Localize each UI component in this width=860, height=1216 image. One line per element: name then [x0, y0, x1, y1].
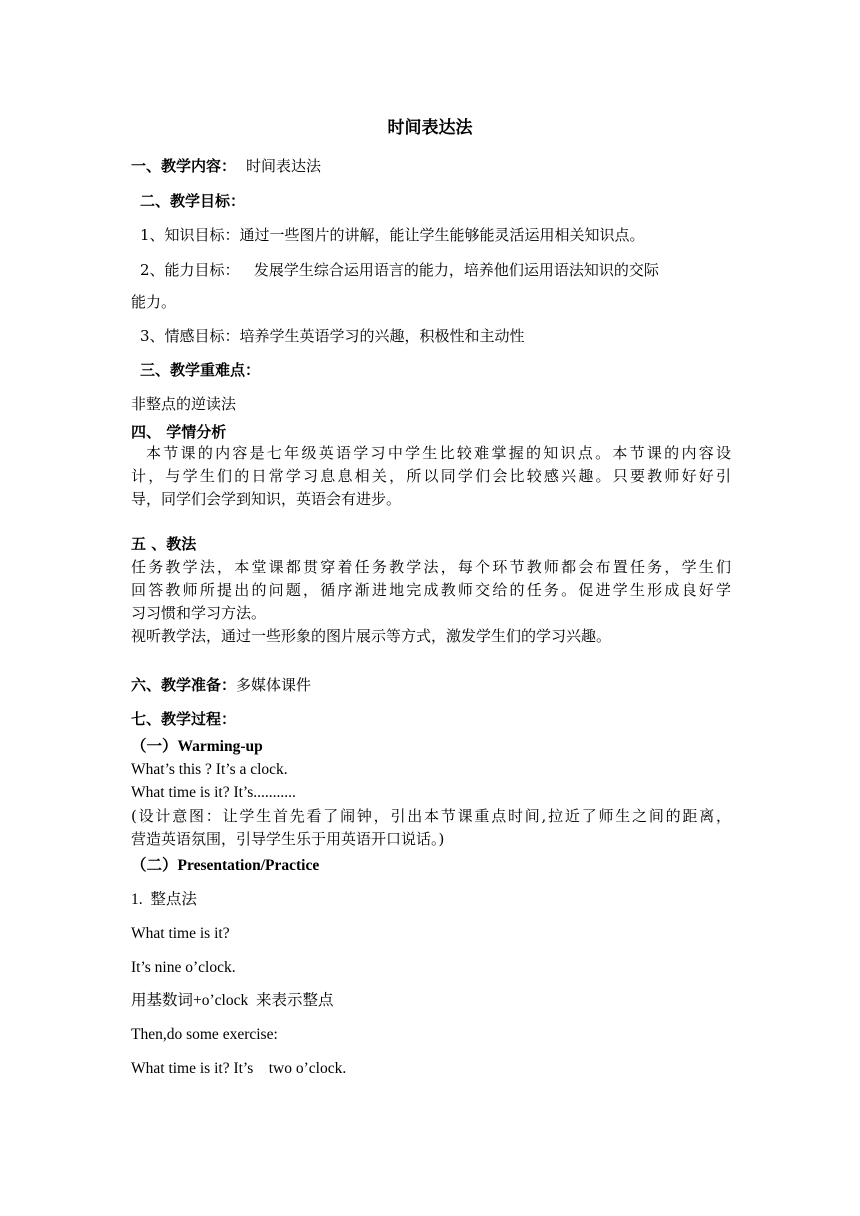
section-4-heading: 四、 学情分析 — [131, 423, 227, 441]
section-3-text: 非整点的逆读法 — [131, 395, 237, 413]
section-5-line4: 视听教学法，通过一些形象的图片展示等方式，激发学生们的学习兴趣。 — [131, 627, 612, 645]
section-4-line2: 计，与学生们的日常学习息息相关，所以同学们会比较感兴趣。只要教师好好引 — [131, 467, 731, 485]
part-2-heading: （二）Presentation/Practice — [131, 857, 320, 874]
section-5-line3: 习习惯和学习方法。 — [131, 604, 267, 622]
part-2-item1: 1. 整点法 — [131, 891, 197, 908]
part-2-exercise: Then,do some exercise: — [131, 1026, 278, 1043]
section-6 — [131, 675, 311, 695]
part-2-rule: 用基数词+o’clock 来表示整点 — [131, 992, 334, 1009]
document-title: 时间表达法 — [387, 118, 473, 138]
section-6-heading: 六、教学准备： — [131, 676, 237, 694]
part-1-note-line2: 营造英语氛围，引导学生乐于用英语开口说话。) — [131, 830, 445, 848]
part-2-question: What time is it? — [131, 925, 230, 942]
section-5-line1: 任务教学法，本堂课都贯穿着任务教学法，每个环节教师都会布置任务，学生们 — [131, 558, 731, 576]
part-2-answer: It’s nine o’clock. — [131, 959, 236, 976]
section-6-text: 多媒体课件 — [236, 676, 312, 694]
part-1-line1: What’s this ? It’s a clock. — [131, 761, 288, 778]
section-4-line3: 导，同学们会学到知识，英语会有进步。 — [131, 490, 402, 508]
part-2-exercise-1: What time is it? It’s two o’clock. — [131, 1060, 347, 1077]
section-4-line1: 本节课的内容是七年级英语学习中学生比较难掌握的知识点。本节课的内容设 — [146, 444, 731, 462]
goal-ability-line1: 2、能力目标： 发展学生综合运用语言的能力，培养他们运用语法知识的交际 — [140, 261, 659, 279]
section-5-heading: 五 、教法 — [131, 535, 197, 553]
goal-ability-line2: 能力。 — [131, 293, 177, 311]
section-1-heading: 一、教学内容： — [131, 157, 237, 175]
part-1-line2: What time is it? It’s........... — [131, 784, 296, 801]
goal-emotion: 3、情感目标：培养学生英语学习的兴趣，积极性和主动性 — [140, 327, 525, 345]
goal-knowledge: 1、知识目标：通过一些图片的讲解，能让学生能够能灵活运用相关知识点。 — [140, 226, 645, 244]
part-1-heading: （一）Warming-up — [131, 738, 263, 755]
section-1-text: 时间表达法 — [246, 157, 322, 175]
section-1 — [131, 156, 321, 176]
section-5-line2: 回答教师所提出的问题，循序渐进地完成教师交给的任务。促进学生形成良好学 — [131, 581, 731, 599]
section-7-heading: 七、教学过程： — [131, 710, 237, 728]
part-1-note-line1: (设计意图：让学生首先看了闹钟，引出本节课重点时间,拉近了师生之间的距离， — [131, 807, 731, 825]
section-2-heading: 二、教学目标： — [140, 192, 246, 210]
section-3-heading: 三、教学重难点： — [140, 361, 261, 379]
